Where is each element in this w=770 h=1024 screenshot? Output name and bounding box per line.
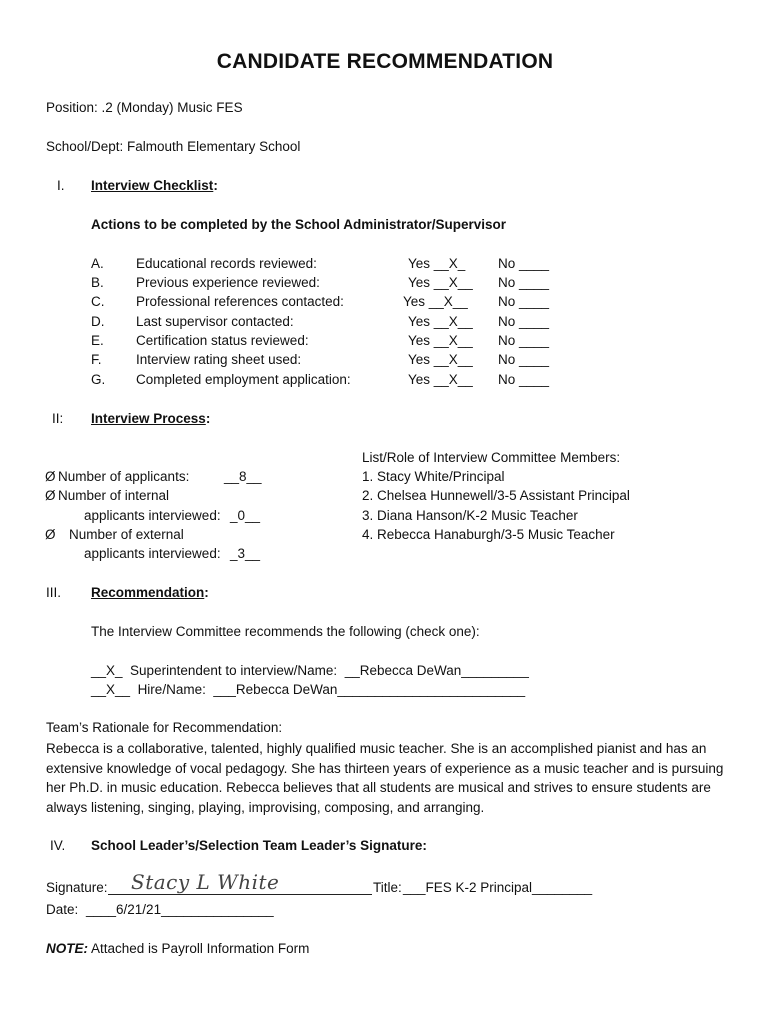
hire-label: Hire/Name: xyxy=(137,682,206,697)
section-1-heading-text: Interview Checklist xyxy=(91,178,214,193)
checklist-label: Educational records reviewed: xyxy=(136,256,317,271)
section-1-number: I. xyxy=(57,178,65,193)
checklist-yes: Yes __X__ xyxy=(408,372,473,387)
checklist-no: No ____ xyxy=(498,372,550,387)
checklist-no: No ____ xyxy=(498,256,550,271)
checklist-label: Completed employment application: xyxy=(136,372,351,387)
section-2-number: II: xyxy=(52,411,64,426)
checklist-yes: Yes __X__ xyxy=(408,314,473,329)
checklist-label: Previous experience reviewed: xyxy=(136,275,320,290)
hire-name: ___Rebecca DeWan_________________________ xyxy=(213,682,526,697)
bullet-icon: Ø xyxy=(45,469,56,484)
checklist-yes: Yes __X__ xyxy=(408,333,473,348)
checklist-letter: D. xyxy=(91,314,105,329)
note-label: NOTE: xyxy=(46,941,88,956)
checklist-yes: Yes __X__ xyxy=(408,275,473,290)
checklist-label: Certification status reviewed: xyxy=(136,333,309,348)
bullet-icon: Ø xyxy=(45,527,56,542)
checklist-no: No ____ xyxy=(498,352,550,367)
date-label: Date: xyxy=(46,902,79,917)
note-text: Attached is Payroll Information Form xyxy=(91,941,310,956)
title-label: Title: xyxy=(373,880,402,895)
section-2-heading-colon: : xyxy=(205,411,211,426)
section-3-heading-text: Recommendation xyxy=(91,585,205,600)
interview-check: __X_ xyxy=(91,663,123,678)
recommendation-intro: The Interview Committee recommends the following (check one): xyxy=(91,624,480,639)
section-2-heading xyxy=(91,411,210,426)
interview-name: __Rebecca DeWan_________ xyxy=(344,663,529,678)
checklist-label: Professional references contacted: xyxy=(136,294,344,309)
section-1-heading-colon: : xyxy=(213,178,218,193)
interview-label: Superintendent to interview/Name: xyxy=(130,663,338,678)
section-2-heading-text: Interview Process xyxy=(91,411,206,426)
external-value: _3__ xyxy=(230,546,261,561)
internal-value: _0__ xyxy=(230,508,261,523)
school-line: School/Dept: Falmouth Elementary School xyxy=(46,139,301,154)
checklist-no: No ____ xyxy=(498,333,550,348)
title-value: ___FES K-2 Principal________ xyxy=(403,880,593,895)
checklist-yes: Yes __X_ xyxy=(408,256,466,271)
signature-label: Signature: xyxy=(46,880,108,895)
internal-label: Number of internal xyxy=(58,488,170,503)
committee-member: 4. Rebecca Hanaburgh/3-5 Music Teacher xyxy=(362,527,615,542)
signature-image: Stacy L White xyxy=(131,870,280,894)
committee-member: 2. Chelsea Hunnewell/3-5 Assistant Principal xyxy=(362,488,630,503)
date-value: ____6/21/21_______________ xyxy=(86,902,274,917)
checklist-no: No ____ xyxy=(498,314,550,329)
position-line: Position: .2 (Monday) Music FES xyxy=(46,100,243,115)
committee-heading: List/Role of Interview Committee Members: xyxy=(362,450,621,465)
section-3-heading xyxy=(91,585,209,600)
checklist-letter: B. xyxy=(91,275,104,290)
checklist-label: Interview rating sheet used: xyxy=(136,352,302,367)
checklist-letter: E. xyxy=(91,333,104,348)
checklist-letter: F. xyxy=(91,352,102,367)
section-4-heading: School Leader’s/Selection Team Leader’s Signature: xyxy=(91,838,427,853)
rationale-heading: Team’s Rationale for Recommendation: xyxy=(46,720,283,735)
committee-member: 3. Diana Hanson/K-2 Music Teacher xyxy=(362,508,578,523)
recommend-line-2 xyxy=(91,682,525,697)
checklist-no: No ____ xyxy=(498,294,550,309)
checklist-yes: Yes __X__ xyxy=(408,352,473,367)
checklist-letter: C. xyxy=(91,294,105,309)
external-label: Number of external xyxy=(69,527,184,542)
applicants-label: Number of applicants: xyxy=(58,469,190,484)
checklist-letter: G. xyxy=(91,372,106,387)
bullet-icon: Ø xyxy=(45,488,56,503)
section-1-heading xyxy=(91,178,218,193)
internal-label-2: applicants interviewed: xyxy=(84,508,221,523)
recommend-line-1 xyxy=(91,663,529,678)
committee-member: 1. Stacy White/Principal xyxy=(362,469,505,484)
document-title: CANDIDATE RECOMMENDATION xyxy=(216,50,554,73)
checklist-no: No ____ xyxy=(498,275,550,290)
section-1-subheading: Actions to be completed by the School Administrator/Supervisor xyxy=(91,217,507,232)
section-4-number: IV. xyxy=(50,838,66,853)
section-3-heading-colon: : xyxy=(204,585,209,600)
checklist-letter: A. xyxy=(91,256,104,271)
applicants-value: __8__ xyxy=(224,469,262,484)
note xyxy=(46,941,309,956)
section-3-number: III. xyxy=(46,585,62,600)
checklist-yes: Yes __X__ xyxy=(403,294,468,309)
hire-check: __X__ xyxy=(91,682,131,697)
rationale-text: Rebecca is a collaborative, talented, highly qualified music teacher. She is an accomplished pianist and has an extensive knowledge of vocal pedagogy. She has thirteen years of experience as a music teacher and is pursuing her Ph.D. in music education. Rebecca believes that all students are musical and strives to ensure students are always listening, singing, playing, improvising, composing, and arranging. xyxy=(46,741,724,815)
checklist-label: Last supervisor contacted: xyxy=(136,314,294,329)
external-label-2: applicants interviewed: xyxy=(84,546,221,561)
